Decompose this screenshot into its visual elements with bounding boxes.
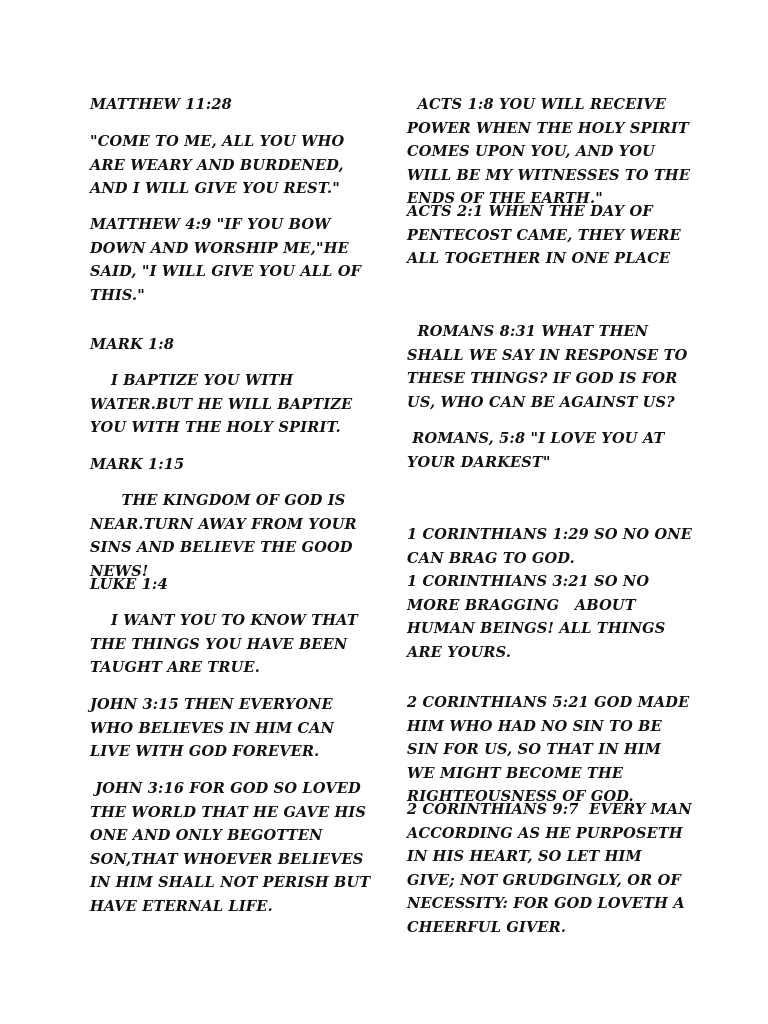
verse-text: ROMANS, 5:8 "I LOVE YOU AT YOUR DARKEST": [407, 430, 670, 471]
verse-text: ROMANS 8:31 WHAT THEN SHALL WE SAY IN RESPONSE TO THESE THINGS? IF GOD IS FOR US, WHO CAN BE AGAINST US?: [407, 323, 693, 411]
verse-text: 2 CORINTHIANS 5:21 GOD MADE HIM WHO HAD NO SIN TO BE SIN FOR US, SO THAT IN HIM WE MIGHT BECOME THE RIGHTEOUSNESS OF GOD.: [407, 694, 695, 805]
verse-reference: MARK 1:8: [90, 336, 175, 353]
verse-text: JOHN 3:16 FOR GOD SO LOVED THE WORLD THAT HE GAVE HIS ONE AND ONLY BEGOTTEN SON,THAT WHOEVER BELIEVES IN HIM SHALL NOT PERISH BUT HAVE ETERNAL LIFE.: [90, 780, 376, 915]
verse-text: 2 CORINTHIANS 9:7 EVERY MAN ACCORDING AS HE PURPOSETH IN HIS HEART, SO LET HIM GIVE; NOT GRUDGINGLY, OR OF NECESSITY: FOR GOD LOVETH A CHEERFUL GIVER.: [407, 801, 698, 936]
verse-reference: LUKE 1:4: [90, 576, 168, 593]
verse-text: JOHN 3:15 THEN EVERYONE WHO BELIEVES IN HIM CAN LIVE WITH GOD FOREVER.: [90, 696, 340, 760]
verse-text: "COME TO ME, ALL YOU WHO ARE WEARY AND BURDENED, AND I WILL GIVE YOU REST.": [90, 133, 350, 197]
verse-text: MATTHEW 4:9 "IF YOU BOW DOWN AND WORSHIP ME,"HE SAID, "I WILL GIVE YOU ALL OF THIS.": [90, 216, 367, 304]
verse-text: I BAPTIZE YOU WITH WATER.BUT HE WILL BAPTIZE YOU WITH THE HOLY SPIRIT.: [90, 372, 358, 436]
verse-text: ACTS 1:8 YOU WILL RECEIVE POWER WHEN THE HOLY SPIRIT COMES UPON YOU, AND YOU WILL BE MY WITNESSES TO THE ENDS OF THE EARTH.": [407, 96, 696, 207]
verse-text: THE KINGDOM OF GOD IS NEAR.TURN AWAY FROM YOUR SINS AND BELIEVE THE GOOD NEWS!: [90, 492, 363, 580]
verse-text: 1 CORINTHIANS 1:29 SO NO ONE CAN BRAG TO GOD. 1 CORINTHIANS 3:21 SO NO MORE BRAGGING ABOUT HUMAN BEINGS! ALL THINGS ARE YOURS.: [407, 526, 692, 661]
verse-reference: MATTHEW 11:28: [90, 96, 232, 113]
verse-reference: MARK 1:15: [90, 456, 185, 473]
verse-text: ACTS 2:1 WHEN THE DAY OF PENTECOST CAME, THEY WERE ALL TOGETHER IN ONE PLACE: [407, 203, 687, 267]
verse-text: I WANT YOU TO KNOW THAT THE THINGS YOU HAVE BEEN TAUGHT ARE TRUE.: [90, 612, 364, 676]
